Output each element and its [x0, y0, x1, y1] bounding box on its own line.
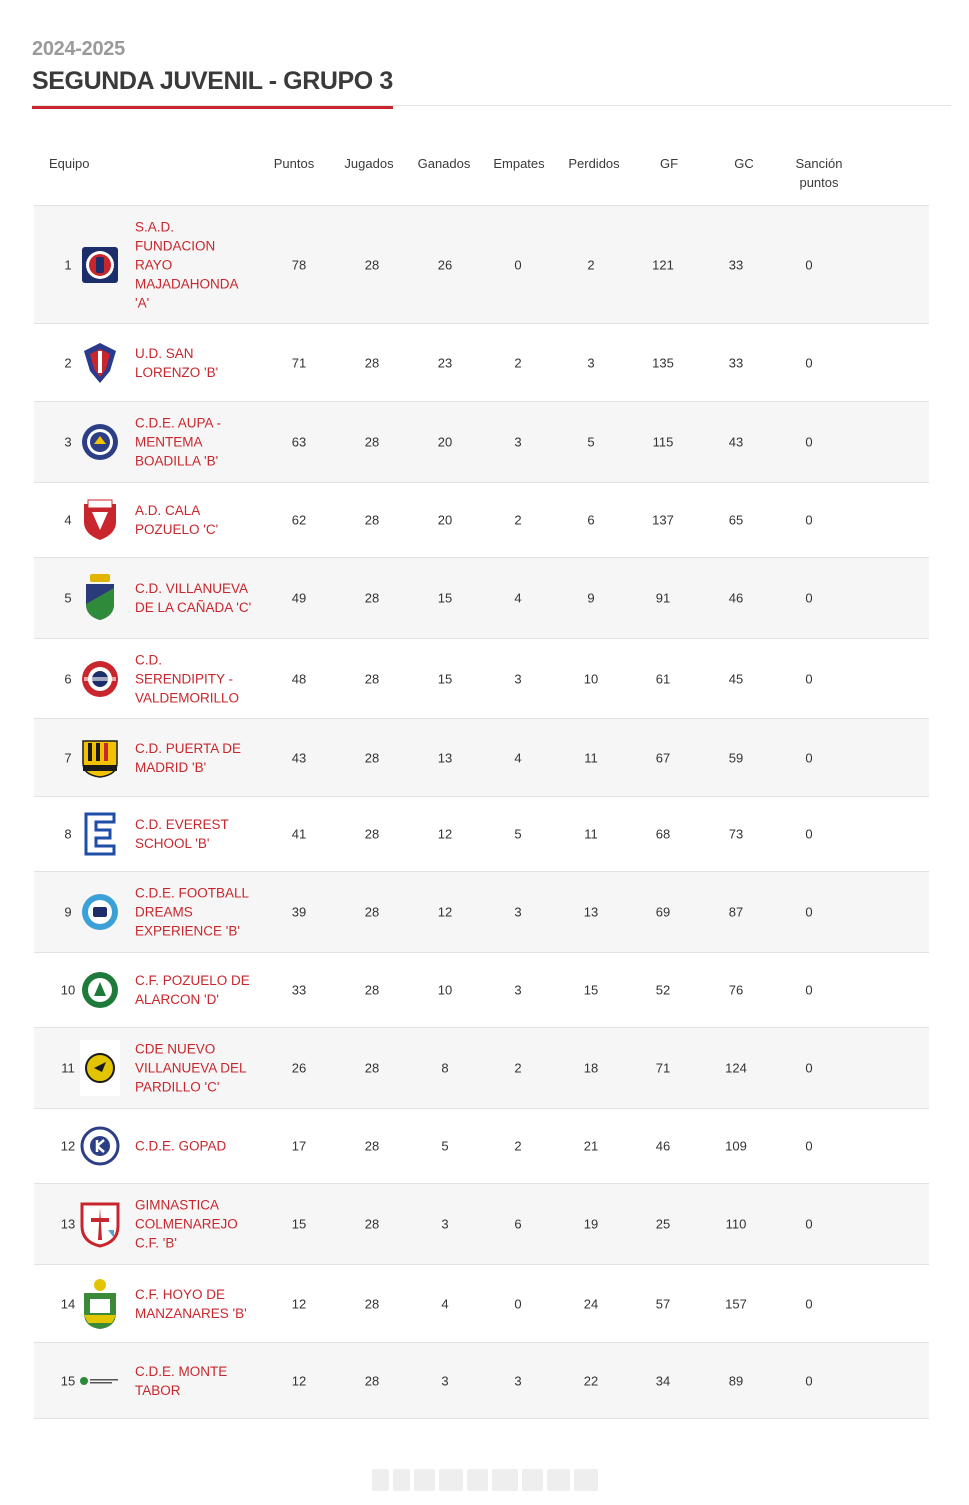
- sanction-cell: 0: [805, 355, 813, 370]
- goals-for-cell: 57: [655, 1296, 671, 1311]
- sanction-cell: 0: [805, 1216, 813, 1232]
- drawn-cell: 2: [514, 1138, 522, 1154]
- points-cell: 62: [291, 512, 307, 528]
- drawn-cell: 6: [514, 1216, 522, 1232]
- points-cell: 43: [291, 750, 307, 765]
- table-row: [34, 1265, 929, 1343]
- goals-against-cell: 59: [728, 750, 744, 765]
- drawn-cell: 2: [514, 1060, 522, 1076]
- position-cell: 8: [64, 826, 72, 842]
- played-cell: 28: [364, 671, 380, 686]
- col-header-gc[interactable]: GC: [734, 156, 754, 171]
- col-header-jugados[interactable]: Jugados: [344, 156, 394, 171]
- lost-cell: 19: [583, 1216, 599, 1232]
- position-cell: 2: [64, 355, 72, 370]
- goals-against-cell: 73: [728, 826, 744, 842]
- aupa-mentema-crest-icon: [80, 422, 120, 462]
- position-cell: 7: [64, 750, 72, 765]
- lost-cell: 24: [583, 1296, 599, 1311]
- played-cell: 28: [364, 355, 380, 370]
- drawn-cell: 0: [514, 257, 522, 272]
- col-header-ganados[interactable]: Ganados: [417, 156, 471, 171]
- points-cell: 12: [291, 1373, 307, 1388]
- pager-block: [393, 1469, 410, 1491]
- position-cell: 3: [64, 434, 72, 450]
- position-cell: 4: [64, 512, 72, 528]
- points-cell: 15: [291, 1216, 307, 1232]
- col-header-empates[interactable]: Empates: [493, 156, 545, 171]
- header-divider: [32, 105, 951, 106]
- position-cell: 11: [61, 1060, 75, 1076]
- goals-for-cell: 46: [655, 1138, 671, 1154]
- played-cell: 28: [364, 590, 380, 606]
- table-row: [34, 1028, 929, 1109]
- goals-for-cell: 71: [655, 1060, 671, 1076]
- lost-cell: 9: [587, 590, 595, 606]
- team-link[interactable]: C.F. HOYO DE MANZANARES 'B': [135, 1286, 247, 1321]
- points-cell: 12: [291, 1296, 307, 1311]
- table-body: [34, 206, 929, 1419]
- won-cell: 26: [437, 257, 453, 272]
- played-cell: 28: [364, 982, 380, 998]
- san-lorenzo-crest-icon: [80, 343, 120, 383]
- table-row: [34, 1109, 929, 1184]
- lost-cell: 5: [587, 434, 595, 450]
- sanction-cell: 0: [805, 826, 813, 842]
- played-cell: 28: [364, 512, 380, 528]
- points-cell: 33: [291, 982, 307, 998]
- goals-against-cell: 109: [725, 1138, 747, 1154]
- played-cell: 28: [364, 1373, 380, 1388]
- drawn-cell: 2: [514, 355, 522, 370]
- won-cell: 12: [437, 826, 453, 842]
- goals-for-cell: 67: [655, 750, 671, 765]
- table-row: [34, 1343, 929, 1419]
- everest-school-crest-icon: [80, 814, 120, 854]
- drawn-cell: 0: [514, 1296, 522, 1311]
- played-cell: 28: [364, 750, 380, 765]
- standings-table: [34, 140, 929, 1419]
- nuevo-villanueva-crest-icon: [80, 1048, 120, 1088]
- won-cell: 4: [441, 1296, 449, 1311]
- goals-against-cell: 43: [728, 434, 744, 450]
- monte-tabor-crest-icon: [80, 1361, 120, 1401]
- cala-pozuelo-crest-icon: [80, 500, 120, 540]
- team-link[interactable]: C.D. EVEREST SCHOOL 'B': [135, 817, 229, 851]
- serendipity-crest-icon: [80, 659, 120, 699]
- drawn-cell: 5: [514, 826, 522, 842]
- sanction-cell: 0: [805, 982, 813, 998]
- table-header: [34, 140, 929, 206]
- goals-against-cell: 87: [728, 904, 744, 920]
- played-cell: 28: [364, 1138, 380, 1154]
- villanueva-canada-crest-icon: [80, 578, 120, 618]
- pager-block: [467, 1469, 488, 1491]
- col-header-equipo[interactable]: Equipo: [49, 156, 90, 171]
- position-cell: 13: [60, 1216, 76, 1232]
- points-cell: 41: [291, 826, 307, 842]
- team-link[interactable]: A.D. CALA POZUELO 'C': [135, 503, 219, 537]
- sanction-cell: 0: [805, 904, 813, 920]
- pagination: [372, 1467, 598, 1493]
- page-header: [32, 38, 951, 109]
- col-header-puntos[interactable]: Puntos: [273, 156, 315, 171]
- goals-for-cell: 69: [655, 904, 671, 920]
- won-cell: 3: [441, 1216, 449, 1232]
- lost-cell: 6: [587, 512, 595, 528]
- table-row: [34, 797, 929, 872]
- position-cell: 14: [60, 1296, 76, 1311]
- goals-against-cell: 124: [725, 1060, 747, 1076]
- sanction-cell: 0: [805, 1296, 813, 1311]
- team-link[interactable]: C.D. PUERTA DE MADRID 'B': [135, 740, 242, 775]
- gopad-crest-icon: [80, 1126, 120, 1166]
- table-row: [34, 483, 929, 558]
- drawn-cell: 3: [514, 904, 522, 920]
- won-cell: 10: [437, 982, 453, 998]
- goals-against-cell: 65: [728, 512, 744, 528]
- goals-for-cell: 137: [652, 512, 674, 528]
- won-cell: 3: [441, 1373, 449, 1388]
- goals-against-cell: 33: [728, 355, 744, 370]
- goals-against-cell: 76: [728, 982, 744, 998]
- drawn-cell: 2: [514, 512, 522, 528]
- won-cell: 13: [437, 750, 453, 765]
- points-cell: 26: [291, 1060, 307, 1076]
- hoyo-manzanares-crest-icon: [80, 1284, 120, 1324]
- pozuelo-alarcon-crest-icon: [80, 970, 120, 1010]
- lost-cell: 18: [583, 1060, 599, 1076]
- sanction-cell: 0: [805, 590, 813, 606]
- team-link[interactable]: C.F. POZUELO DE ALARCON 'D': [135, 973, 250, 1007]
- sanction-cell: 0: [805, 1138, 813, 1154]
- sanction-cell: 0: [805, 257, 813, 272]
- played-cell: 28: [364, 826, 380, 842]
- pager-block: [547, 1469, 570, 1491]
- goals-against-cell: 157: [725, 1296, 747, 1311]
- team-link[interactable]: U.D. SAN LORENZO 'B': [135, 345, 219, 380]
- col-header-sancion[interactable]: [784, 154, 854, 192]
- position-cell: 10: [60, 982, 76, 998]
- pager-block: [574, 1469, 598, 1491]
- played-cell: 28: [364, 434, 380, 450]
- table-row: [34, 872, 929, 953]
- team-link[interactable]: GIMNASTICA COLMENAREJO C.F. 'B': [135, 1197, 238, 1251]
- team-link[interactable]: S.A.D. FUNDACION RAYO MAJADAHONDA 'A': [135, 219, 238, 310]
- points-cell: 49: [291, 590, 307, 606]
- pager-block: [439, 1469, 463, 1491]
- sanction-cell: 0: [805, 512, 813, 528]
- pager-block: [414, 1469, 435, 1491]
- sanction-cell: 0: [805, 1373, 813, 1388]
- col-header-sancion-line2: puntos: [799, 175, 839, 190]
- drawn-cell: 3: [514, 1373, 522, 1388]
- table-row: [34, 558, 929, 639]
- goals-against-cell: 46: [728, 590, 744, 606]
- goals-against-cell: 33: [728, 257, 744, 272]
- lost-cell: 22: [583, 1373, 599, 1388]
- sanction-cell: 0: [805, 1060, 813, 1076]
- points-cell: 78: [291, 257, 307, 272]
- team-link[interactable]: CDE NUEVO VILLANUEVA DEL PARDILLO 'C': [135, 1041, 247, 1095]
- goals-against-cell: 110: [725, 1216, 747, 1232]
- position-cell: 9: [64, 904, 72, 920]
- goals-against-cell: 45: [728, 671, 744, 686]
- drawn-cell: 4: [514, 750, 522, 765]
- points-cell: 63: [291, 434, 307, 450]
- team-link[interactable]: C.D. SERENDIPITY - VALDEMORILLO: [135, 652, 240, 705]
- table-row: [34, 402, 929, 483]
- goals-for-cell: 115: [652, 434, 674, 450]
- won-cell: 23: [437, 355, 453, 370]
- position-cell: 5: [64, 590, 72, 606]
- lost-cell: 2: [587, 257, 595, 272]
- position-cell: 12: [60, 1138, 76, 1154]
- col-header-gf[interactable]: GF: [659, 156, 679, 171]
- lost-cell: 21: [583, 1138, 599, 1154]
- table-row: [34, 953, 929, 1028]
- season-label: 2024-2025: [32, 38, 125, 60]
- table-row: [34, 206, 929, 324]
- team-link[interactable]: C.D.E. FOOTBALL DREAMS EXPERIENCE 'B': [135, 885, 249, 939]
- won-cell: 15: [437, 671, 453, 686]
- pager-block: [522, 1469, 543, 1491]
- sanction-cell: 0: [805, 750, 813, 765]
- table-row: [34, 719, 929, 797]
- sanction-cell: 0: [805, 671, 813, 686]
- lost-cell: 10: [583, 671, 599, 686]
- goals-for-cell: 34: [655, 1373, 671, 1388]
- rayo-majadahonda-crest-icon: [80, 245, 120, 285]
- col-header-perdidos[interactable]: Perdidos: [568, 156, 620, 171]
- won-cell: 20: [437, 434, 453, 450]
- sanction-cell: 0: [805, 434, 813, 450]
- team-link[interactable]: C.D.E. GOPAD: [135, 1138, 227, 1154]
- points-cell: 17: [291, 1138, 307, 1154]
- played-cell: 28: [364, 257, 380, 272]
- goals-for-cell: 135: [652, 355, 674, 370]
- goals-for-cell: 25: [655, 1216, 671, 1232]
- played-cell: 28: [364, 904, 380, 920]
- football-dreams-crest-icon: [80, 892, 120, 932]
- played-cell: 28: [364, 1060, 380, 1076]
- won-cell: 20: [437, 512, 453, 528]
- goals-for-cell: 61: [655, 671, 671, 686]
- won-cell: 12: [437, 904, 453, 920]
- won-cell: 8: [441, 1060, 449, 1076]
- table-row: [34, 639, 929, 719]
- colmenarejo-crest-icon: [80, 1204, 120, 1244]
- position-cell: 1: [64, 257, 72, 272]
- team-link[interactable]: C.D.E. AUPA - MENTEMA BOADILLA 'B': [135, 415, 222, 469]
- page-title: SEGUNDA JUVENIL - GRUPO 3: [32, 67, 393, 109]
- won-cell: 5: [441, 1138, 449, 1154]
- played-cell: 28: [364, 1296, 380, 1311]
- lost-cell: 11: [584, 826, 598, 842]
- position-cell: 15: [60, 1373, 76, 1388]
- lost-cell: 15: [583, 982, 599, 998]
- drawn-cell: 3: [514, 671, 522, 686]
- goals-for-cell: 121: [652, 257, 674, 272]
- goals-for-cell: 91: [655, 590, 671, 606]
- pager-block: [492, 1469, 518, 1491]
- lost-cell: 3: [587, 355, 595, 370]
- goals-for-cell: 52: [655, 982, 671, 998]
- points-cell: 48: [291, 671, 307, 686]
- goals-for-cell: 68: [655, 826, 671, 842]
- points-cell: 39: [291, 904, 307, 920]
- lost-cell: 11: [584, 750, 598, 765]
- drawn-cell: 3: [514, 982, 522, 998]
- team-link[interactable]: C.D.E. MONTE TABOR: [135, 1363, 228, 1398]
- puerta-madrid-crest-icon: [80, 738, 120, 778]
- points-cell: 71: [291, 355, 307, 370]
- goals-against-cell: 89: [728, 1373, 744, 1388]
- drawn-cell: 4: [514, 590, 522, 606]
- position-cell: 6: [64, 671, 72, 686]
- pager-block: [372, 1469, 389, 1491]
- lost-cell: 13: [583, 904, 599, 920]
- col-header-sancion-line1: Sanción: [795, 156, 843, 171]
- team-link[interactable]: C.D. VILLANUEVA DE LA CAÑADA 'C': [135, 581, 252, 615]
- played-cell: 28: [364, 1216, 380, 1232]
- table-row: [34, 1184, 929, 1265]
- won-cell: 15: [437, 590, 453, 606]
- table-row: [34, 324, 929, 402]
- drawn-cell: 3: [514, 434, 522, 450]
